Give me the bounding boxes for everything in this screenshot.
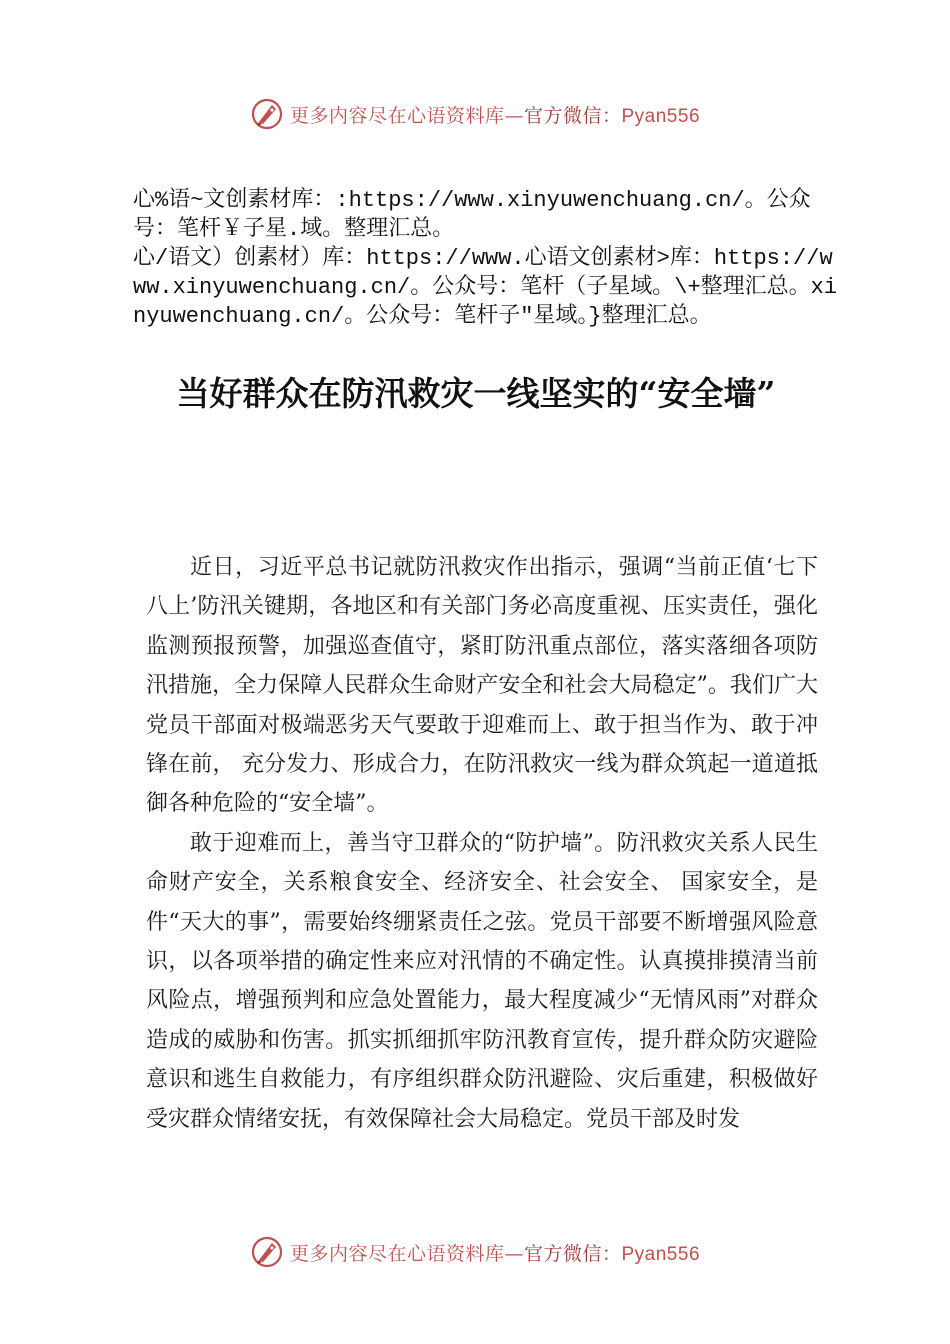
banner-wechat-id: Pyan556	[621, 105, 701, 127]
watermark-block	[133, 186, 843, 331]
banner-brand: 更多内容尽在心语资料库	[289, 104, 505, 127]
banner-contact-label: 官方微信：	[523, 104, 622, 127]
watermark-line: 心%语~文创素材库：:https://www.xinyuwenchuang.cn/。公众号：笔杆￥子星.域。整理汇总。	[133, 188, 811, 242]
watermark-line: 心/语文）创素材）库：https://www.心语文创素材>库：https://www.xinyuwenchuang.cn/。公众号：笔杆（子星域。\+整理汇总。xinyuwenchuang.cn/。公众号：笔杆子"星域。}整理汇总。	[133, 246, 838, 329]
banner-separator: —	[504, 1242, 524, 1265]
banner-wechat-id: Pyan556	[621, 1243, 701, 1265]
body-paragraph: 敢于迎难而上，善当守卫群众的“防护墙”。防汛救灾关系人民生命财产安全，关系粮食安全、经济安全、社会安全、 国家安全，是件“天大的事”，需要始终绷紧责任之弦。党员干部要不断增强风险意识，以各项举措的确定性来应对汛情的不确定性。认真摸排摸清当前风险点，增强预判和应急处置能力，最大程度减少“无情风雨”对群众造成的威胁和伤害。抓实抓细抓牢防汛教育宣传，提升群众防灾避险意识和逃生自救能力，有序组织群众防汛避险、灾后重建，积极做好受灾群众情绪安抚，有效保障社会大局稳定。党员干部及时发	[146, 830, 818, 1132]
pen-nib-logo-icon	[250, 97, 284, 131]
footer-banner	[0, 1232, 950, 1272]
document-title: 当好群众在防汛救灾一线坚实的“安全墙”	[176, 374, 776, 413]
banner-separator: —	[504, 104, 524, 127]
header-banner	[0, 94, 950, 134]
body-paragraph: 近日，习近平总书记就防汛救灾作出指示，强调“当前正值‘七下八上’防汛关键期，各地区和有关部门务必高度重视、压实责任，强化监测预报预警，加强巡查值守，紧盯防汛重点部位，落实落细各项防汛措施，全力保障人民群众生命财产安全和社会大局稳定”。我们广大党员干部面对极端恶劣天气要敢于迎难而上、敢于担当作为、敢于冲锋在前， 充分发力、形成合力，在防汛救灾一线为群众筑起一道道抵御各种危险的“安全墙”。	[146, 555, 818, 817]
banner-brand: 更多内容尽在心语资料库	[289, 1242, 505, 1265]
pen-nib-logo-icon	[250, 1235, 284, 1269]
banner-text	[290, 101, 700, 128]
document-body	[146, 548, 818, 1139]
banner-text	[290, 1239, 700, 1266]
banner-contact-label: 官方微信：	[523, 1242, 622, 1265]
